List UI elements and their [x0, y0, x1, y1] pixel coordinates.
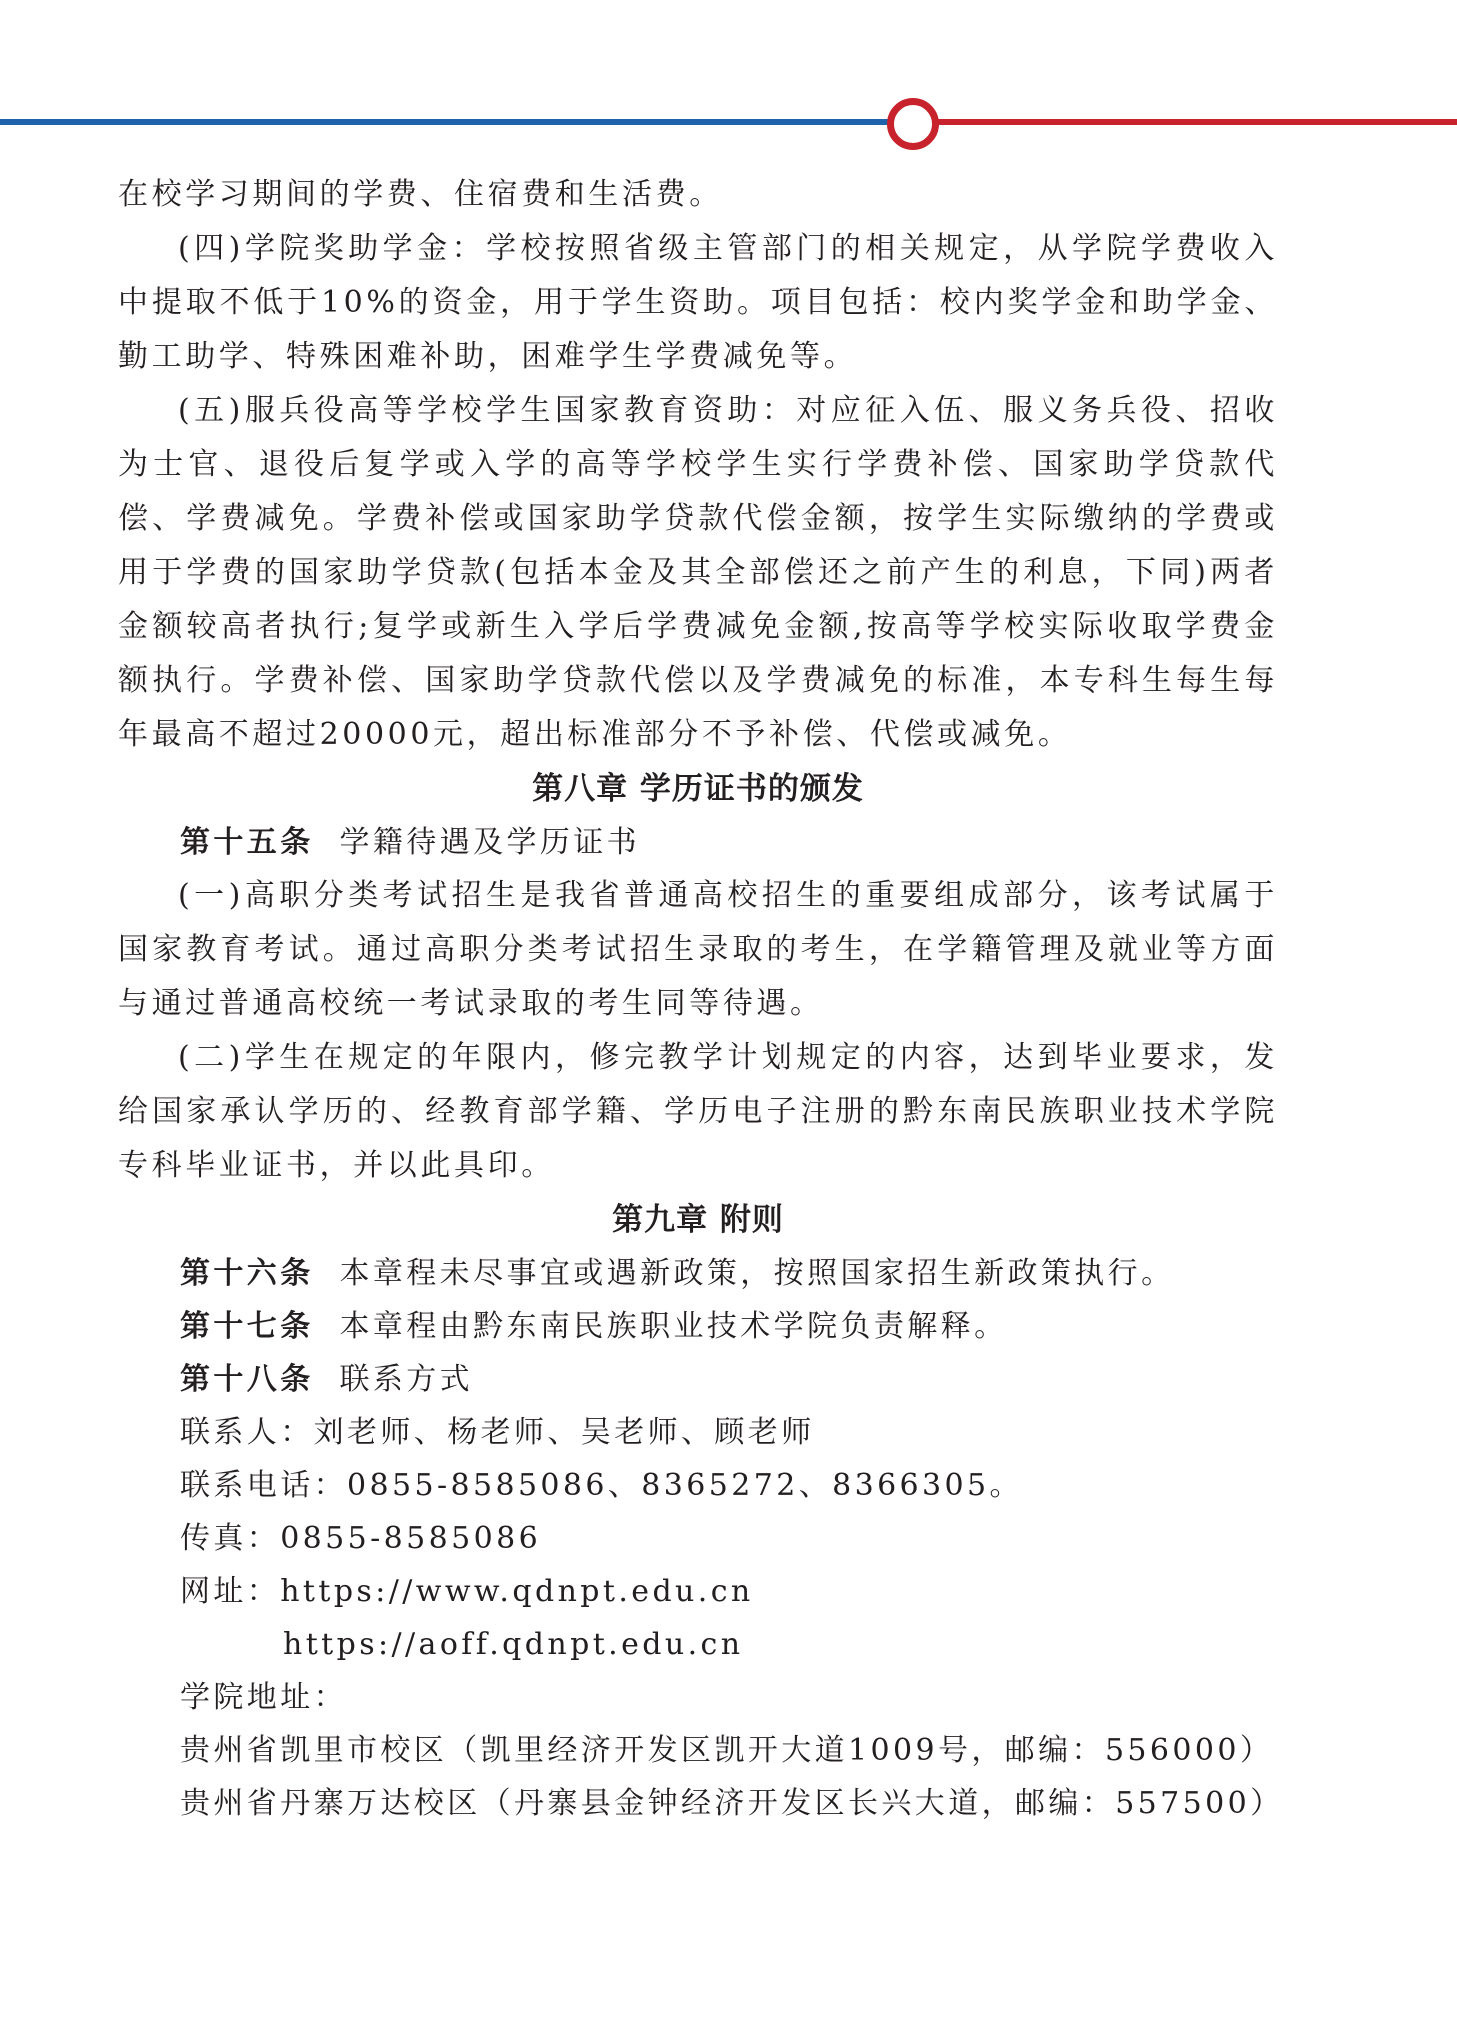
- paragraph-diploma: (二)学生在规定的年限内，修完教学计划规定的内容，达到毕业要求，发给国家承认学历的、经教育部学籍、学历电子注册的黔东南民族职业技术学院专科毕业证书，并以此具印。: [118, 1040, 1278, 1183]
- address-campus-danzhai: 贵州省丹寨万达校区（丹寨县金钟经济开发区长兴大道，邮编：557500）: [180, 1786, 1284, 1821]
- article-18: [118, 1353, 1278, 1406]
- article-17-text: 本章程由黔东南民族职业技术学院负责解释。: [339, 1309, 1008, 1344]
- article-18-text: 联系方式: [339, 1362, 474, 1397]
- chapter-8-heading: 第八章 学历证书的颁发: [532, 771, 864, 807]
- chapter-9-heading: 第九章 附则: [612, 1202, 784, 1238]
- article-15-title: 学籍待遇及学历证书: [339, 825, 641, 860]
- article-18-label: 第十八条: [180, 1362, 314, 1397]
- paragraph-military-aid: (五)服兵役高等学校学生国家教育资助：对应征入伍、服义务兵役、招收为士官、退役后复学或入学的高等学校学生实行学费补偿、国家助学贷款代偿、学费减免。学费补偿或国家助学贷款代偿金额，按学生实际缴纳的学费或用于学费的国家助学贷款(包括本金及其全部偿还之前产生的利息，下同)两者金额较高者执行;复学或新生入学后学费减免金额,按高等学校实际收取学费金额执行。学费补偿、国家助学贷款代偿以及学费减免的标准，本专科生每生每年最高不超过20000元，超出标准部分不予补偿、代偿或减免。: [118, 393, 1278, 752]
- article-16-text: 本章程未尽事宜或遇新政策，按照国家招生新政策执行。: [339, 1256, 1175, 1291]
- contact-phone: 联系电话：0855-8585086、8365272、8366305。: [180, 1468, 1023, 1503]
- website-link-main[interactable]: 网址：https://www.qdnpt.edu.cn: [180, 1574, 754, 1609]
- paragraph-continuation: 在校学习期间的学费、住宿费和生活费。: [118, 177, 723, 212]
- page-content: [118, 168, 1284, 1830]
- address-campus-kaili: 贵州省凯里市校区（凯里经济开发区凯开大道1009号，邮编：556000）: [180, 1733, 1274, 1768]
- paragraph-scholarship: (四)学院奖助学金：学校按照省级主管部门的相关规定，从学院学费收入中提取不低于10%的资金，用于学生资助。项目包括：校内奖学金和助学金、勤工助学、特殊困难补助，困难学生学费减免等。: [118, 231, 1278, 374]
- article-16-label: 第十六条: [180, 1256, 314, 1291]
- header-rule-blue: [0, 119, 900, 125]
- article-16: [118, 1247, 1278, 1300]
- article-17: [118, 1300, 1278, 1353]
- article-15-label: 第十五条: [180, 825, 314, 860]
- header-ring-icon: [887, 98, 939, 150]
- header-rule-red: [930, 119, 1457, 125]
- article-17-label: 第十七条: [180, 1309, 314, 1344]
- address-label: 学院地址：: [180, 1680, 347, 1715]
- paragraph-enrollment-status: (一)高职分类考试招生是我省普通高校招生的重要组成部分，该考试属于国家教育考试。通过高职分类考试招生录取的考生，在学籍管理及就业等方面与通过普通高校统一考试录取的考生同等待遇。: [118, 878, 1278, 1021]
- article-15: [118, 816, 1278, 869]
- contact-fax: 传真：0855-8585086: [180, 1521, 542, 1556]
- contact-people: 联系人：刘老师、杨老师、吴老师、顾老师: [180, 1415, 815, 1450]
- website-link-admissions[interactable]: https://aoff.qdnpt.edu.cn: [283, 1627, 744, 1662]
